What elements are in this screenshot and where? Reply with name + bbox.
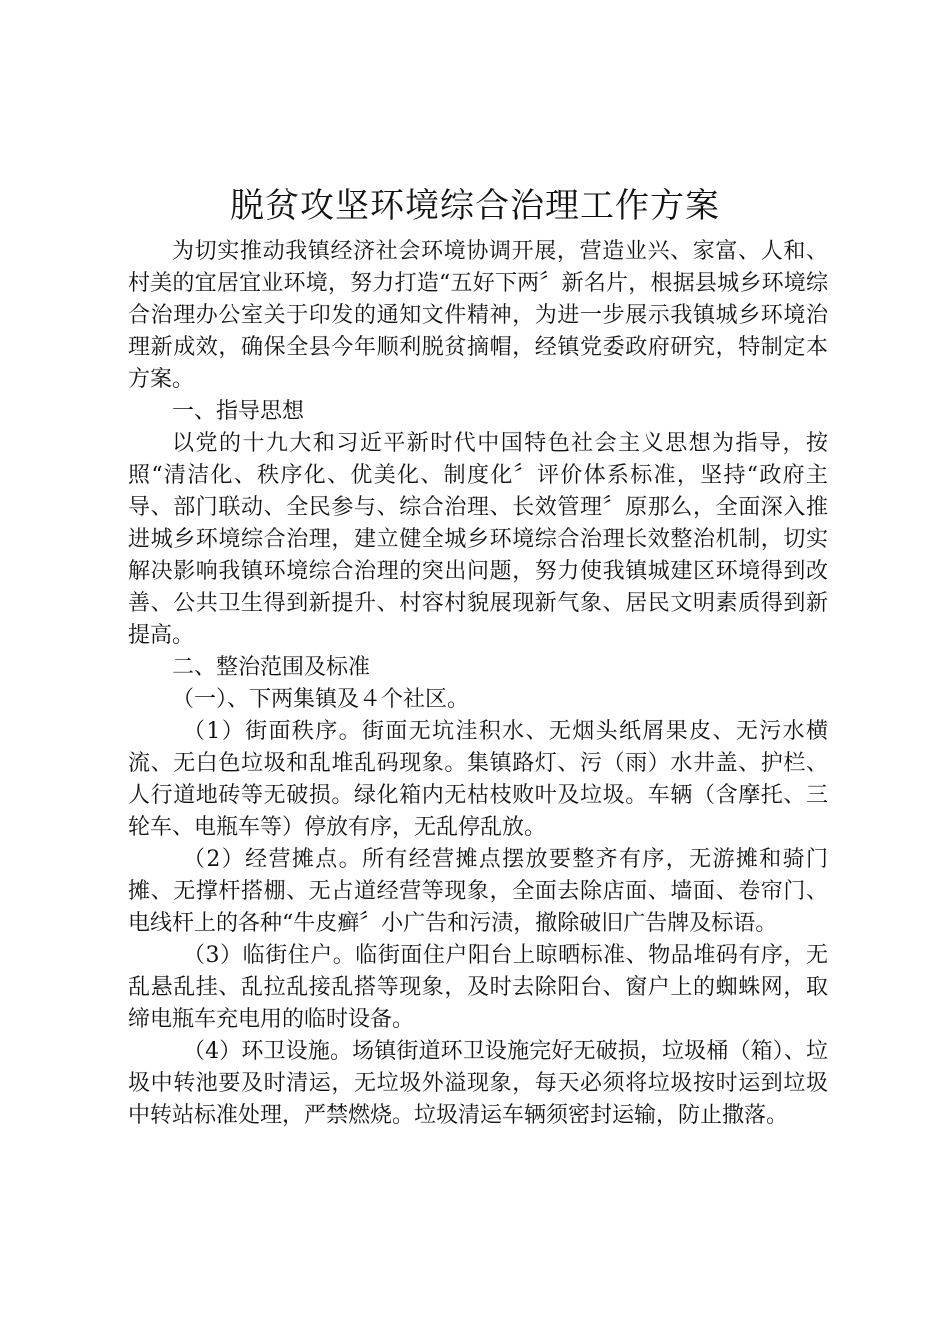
section-heading-guiding-thought: 一、指导思想 (172, 399, 305, 424)
item-street-residents: （3）临街住户。临街面住户阳台上晾晒标准、物品堆码有序，无乱悬乱挂、乱拉乱接乱搭等现象，及时去除阳台、窗户上的蜘蛛网，取缔电瓶车充电用的临时设备。 (128, 943, 828, 1032)
section-heading-scope-standards: 二、整治范围及标准 (172, 655, 371, 680)
subsection-heading-town: （一）、下两集镇及４个社区。 (172, 687, 470, 712)
document-body (128, 236, 828, 1132)
item-sanitation-facilities: （4）环卫设施。场镇街道环卫设施完好无破损，垃圾桶（箱）、垃圾中转池要及时清运，无垃圾外溢现象，每天必须将垃圾按时运到垃圾中转站标准处理，严禁燃烧。垃圾清运车辆须密封运输，防止撒落。 (128, 1039, 828, 1128)
item-business-stalls: （2）经营摊点。所有经营摊点摆放要整齐有序，无游摊和骑门摊、无撑杆搭棚、无占道经营等现象，全面去除店面、墙面、卷帘门、电线杆上的各种“牛皮癣〞小广告和污渍，撤除破旧广告牌及标语。 (128, 847, 828, 936)
item-street-order: （1）街面秩序。街面无坑洼积水、无烟头纸屑果皮、无污水横流、无白色垃圾和乱堆乱码现象。集镇路灯、污（雨）水井盖、护栏、人行道地砖等无破损。绿化箱内无枯枝败叶及垃圾。车辆（含摩托、三轮车、电瓶车等）停放有序，无乱停乱放。 (128, 719, 828, 840)
document-title: 脱贫攻坚环境综合治理工作方案 (230, 186, 720, 226)
guiding-thought-paragraph: 以党的十九大和习近平新时代中国特色社会主义思想为指导，按照“清洁化、秩序化、优美化、制度化〞评价体系标准，坚持“政府主导、部门联动、全民参与、综合治理、长效管理〞原那么，全面深入推进城乡环境综合治理，建立健全城乡环境综合治理长效整治机制，切实解决影响我镇环境综合治理的突出问题，努力使我镇城建区环境得到改善、公共卫生得到新提升、村容村貌展现新气象、居民文明素质得到新提高。 (128, 431, 828, 648)
intro-paragraph: 为切实推动我镇经济社会环境协调开展，营造业兴、家富、人和、村美的宜居宜业环境，努力打造“五好下两〞新名片，根据县城乡环境综合治理办公室关于印发的通知文件精神，为进一步展示我镇城乡环境治理新成效，确保全县今年顺利脱贫摘帽，经镇党委政府研究，特制定本方案。 (128, 239, 828, 392)
